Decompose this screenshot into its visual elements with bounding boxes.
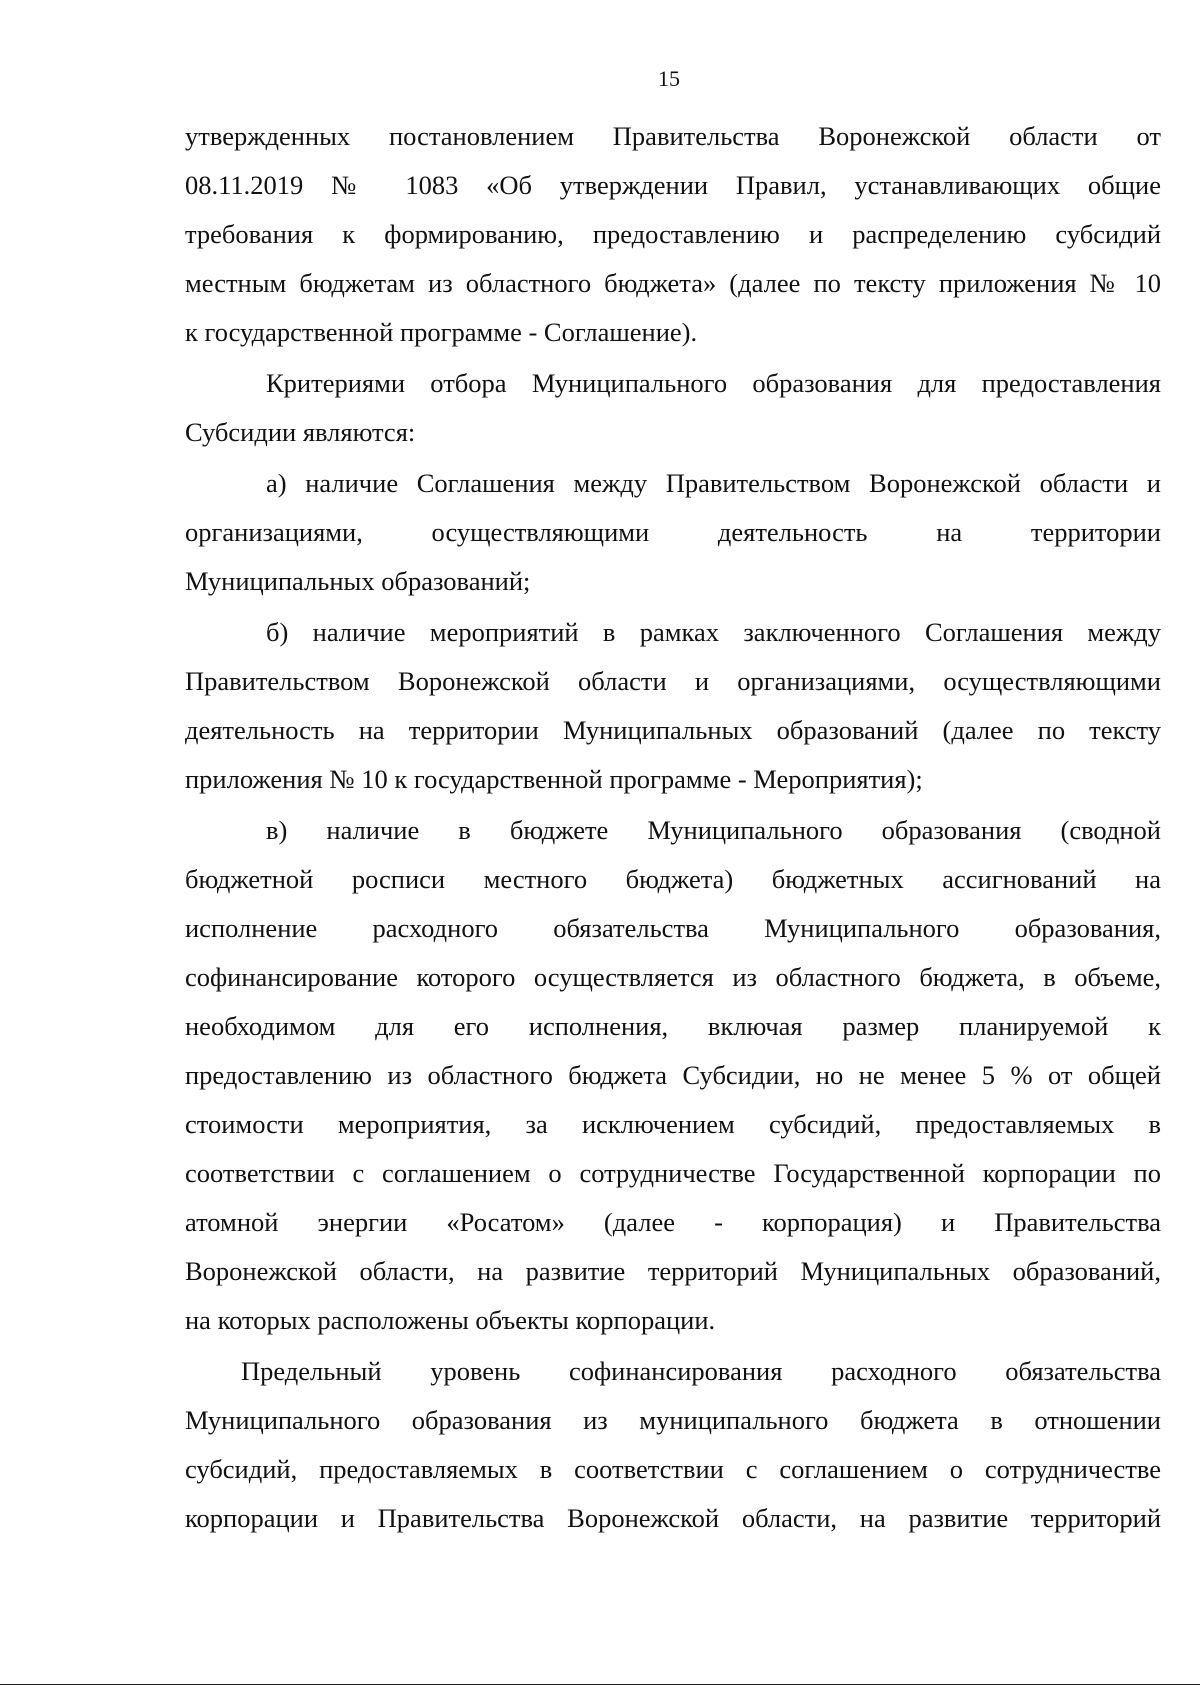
text-line: Воронежской области, на развитие территорий Муниципальных образований,: [185, 1256, 1161, 1286]
text-line: на которых расположены объекты корпорации.: [185, 1305, 716, 1335]
text-line: Критериями отбора Муниципального образования для предоставления: [266, 368, 1161, 398]
text-line: требования к формированию, предоставлению и распределению субсидий: [185, 219, 1161, 249]
text-line: атомной энергии «Росатом» (далее - корпорация) и Правительства: [185, 1207, 1161, 1237]
text-line: 08.11.2019 № 1083 «Об утверждении Правил, устанавливающих общие: [185, 170, 1161, 200]
page-number: 15: [658, 66, 680, 91]
text-line: Субсидии являются:: [185, 417, 416, 447]
text-line: соответствии с соглашением о сотрудничестве Государственной корпорации по: [185, 1158, 1161, 1188]
text-line: Правительством Воронежской области и организациями, осуществляющими: [185, 666, 1161, 696]
page-edge-rule: [0, 1684, 1200, 1685]
text-line: стоимости мероприятия, за исключением субсидий, предоставляемых в: [185, 1109, 1161, 1139]
text-line: бюджетной росписи местного бюджета) бюджетных ассигнований на: [185, 864, 1161, 894]
text-line: корпорации и Правительства Воронежской области, на развитие территорий: [185, 1503, 1161, 1533]
text-line: исполнение расходного обязательства Муниципального образования,: [185, 913, 1161, 943]
text-line: б) наличие мероприятий в рамках заключенного Соглашения между: [266, 617, 1161, 647]
text-line: предоставлению из областного бюджета Субсидии, но не менее 5 % от общей: [185, 1060, 1161, 1090]
text-line: субсидий, предоставляемых в соответствии с соглашением о сотрудничестве: [185, 1454, 1161, 1484]
text-line: Предельный уровень софинансирования расходного обязательства: [241, 1356, 1161, 1386]
text-line: в) наличие в бюджете Муниципального образования (сводной: [266, 815, 1161, 845]
text-line: софинансирование которого осуществляется из областного бюджета, в объеме,: [185, 962, 1161, 992]
text-line: утвержденных постановлением Правительства Воронежской области от: [185, 121, 1161, 151]
text-line: местным бюджетам из областного бюджета» (далее по тексту приложения № 10: [185, 268, 1161, 298]
text-line: приложения № 10 к государственной программе - Мероприятия);: [185, 764, 923, 794]
text-line: деятельность на территории Муниципальных образований (далее по тексту: [185, 715, 1161, 745]
text-line: организациями, осуществляющими деятельность на территории: [185, 517, 1161, 547]
text-line: Муниципального образования из муниципального бюджета в отношении: [185, 1405, 1161, 1435]
text-line: Муниципальных образований;: [185, 566, 531, 596]
text-line: к государственной программе - Соглашение).: [185, 317, 698, 347]
document-body: [185, 112, 1161, 1543]
text-line: необходимом для его исполнения, включая размер планируемой к: [185, 1011, 1161, 1041]
text-line: а) наличие Соглашения между Правительством Воронежской области и: [266, 468, 1161, 498]
